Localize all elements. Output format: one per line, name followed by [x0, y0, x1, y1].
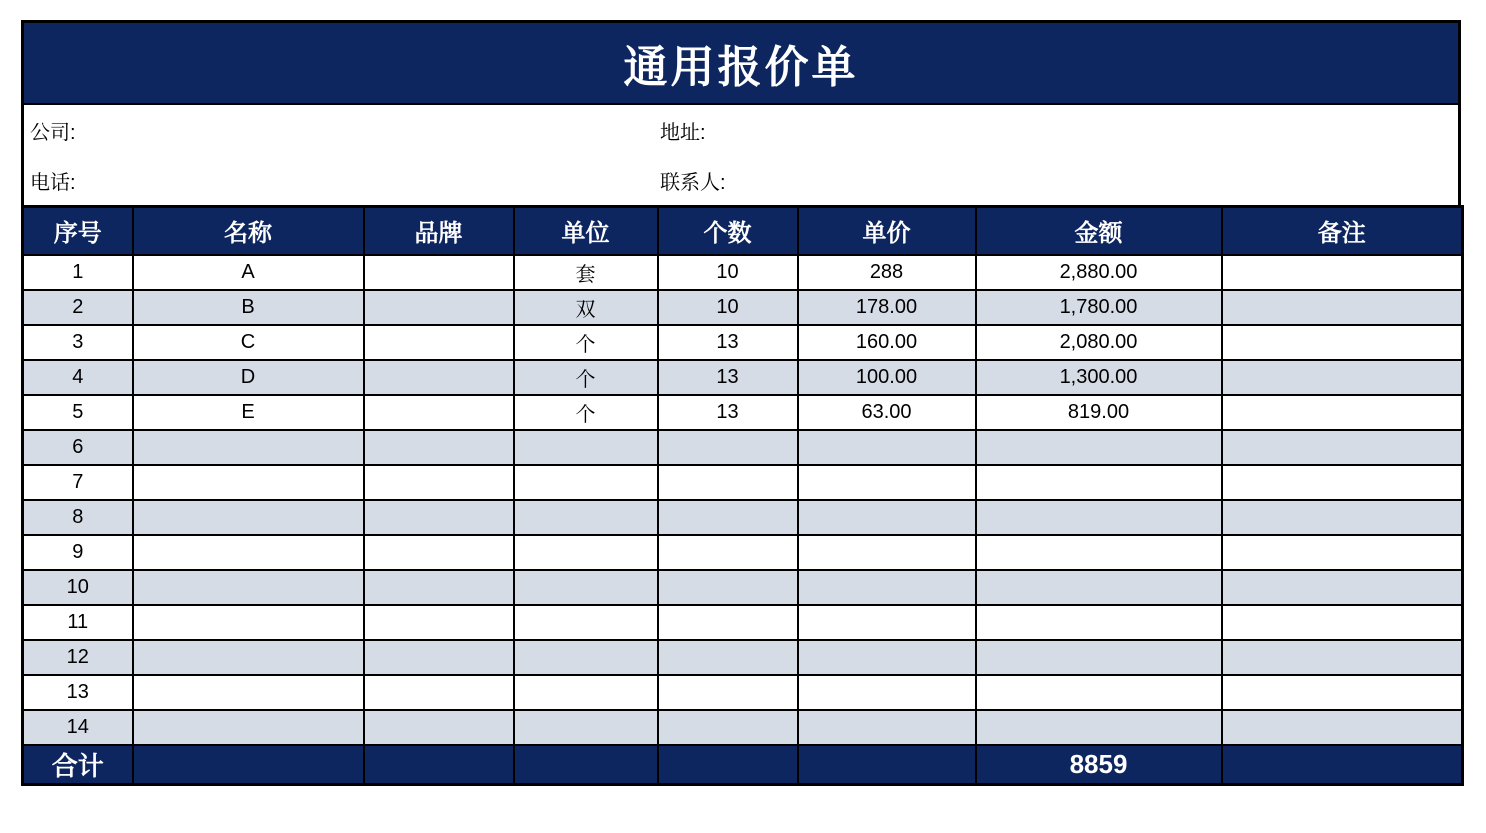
cell-note — [1222, 465, 1463, 500]
col-header-name: 名称 — [133, 207, 364, 255]
cell-price — [798, 535, 976, 570]
cell-no: 9 — [23, 535, 133, 570]
total-name-cell — [133, 745, 364, 785]
cell-name — [133, 640, 364, 675]
cell-price: 178.00 — [798, 290, 976, 325]
cell-no: 2 — [23, 290, 133, 325]
cell-amount — [976, 710, 1222, 745]
col-header-no: 序号 — [23, 207, 133, 255]
cell-name — [133, 675, 364, 710]
col-header-note: 备注 — [1222, 207, 1463, 255]
cell-name — [133, 535, 364, 570]
cell-no: 7 — [23, 465, 133, 500]
cell-qty — [658, 570, 798, 605]
page-title: 通用报价单 — [623, 43, 859, 92]
cell-brand — [364, 395, 514, 430]
cell-unit — [514, 535, 658, 570]
total-label: 合计 — [23, 745, 133, 785]
cell-note — [1222, 360, 1463, 395]
total-brand-cell — [364, 745, 514, 785]
cell-price — [798, 430, 976, 465]
cell-amount — [976, 675, 1222, 710]
col-header-unit: 单位 — [514, 207, 658, 255]
cell-note — [1222, 605, 1463, 640]
cell-name: B — [133, 290, 364, 325]
cell-unit — [514, 605, 658, 640]
cell-price — [798, 500, 976, 535]
info-section — [21, 105, 1461, 205]
cell-price — [798, 710, 976, 745]
cell-no: 5 — [23, 395, 133, 430]
table-row — [23, 570, 1463, 605]
total-amount: 8859 — [976, 745, 1222, 785]
cell-unit — [514, 710, 658, 745]
cell-qty: 10 — [658, 290, 798, 325]
cell-price — [798, 640, 976, 675]
table-row — [23, 535, 1463, 570]
cell-note — [1222, 640, 1463, 675]
table-row — [23, 325, 1463, 360]
cell-brand — [364, 675, 514, 710]
cell-amount — [976, 640, 1222, 675]
company-label: 公司: — [30, 121, 76, 144]
table-footer — [23, 745, 1463, 785]
cell-name — [133, 465, 364, 500]
cell-no: 1 — [23, 255, 133, 290]
cell-brand — [364, 465, 514, 500]
cell-qty — [658, 465, 798, 500]
cell-qty — [658, 640, 798, 675]
table-row — [23, 675, 1463, 710]
table-row — [23, 710, 1463, 745]
cell-price — [798, 465, 976, 500]
cell-unit — [514, 640, 658, 675]
info-row-1 — [24, 105, 1458, 155]
cell-no: 8 — [23, 500, 133, 535]
quotation-document — [21, 20, 1461, 786]
cell-name: C — [133, 325, 364, 360]
table-row — [23, 395, 1463, 430]
cell-qty — [658, 430, 798, 465]
table-row — [23, 500, 1463, 535]
cell-note — [1222, 395, 1463, 430]
cell-note — [1222, 500, 1463, 535]
cell-no: 6 — [23, 430, 133, 465]
cell-price: 160.00 — [798, 325, 976, 360]
cell-unit — [514, 500, 658, 535]
cell-name — [133, 500, 364, 535]
cell-brand — [364, 640, 514, 675]
total-note-cell — [1222, 745, 1463, 785]
cell-name — [133, 430, 364, 465]
table-row — [23, 290, 1463, 325]
cell-note — [1222, 325, 1463, 360]
cell-name — [133, 605, 364, 640]
cell-qty — [658, 710, 798, 745]
cell-unit: 个 — [514, 325, 658, 360]
col-header-price: 单价 — [798, 207, 976, 255]
cell-brand — [364, 430, 514, 465]
cell-name — [133, 570, 364, 605]
cell-amount — [976, 570, 1222, 605]
cell-note — [1222, 570, 1463, 605]
cell-qty: 13 — [658, 325, 798, 360]
cell-brand — [364, 290, 514, 325]
cell-price — [798, 605, 976, 640]
quote-table — [21, 205, 1464, 786]
cell-unit — [514, 430, 658, 465]
col-header-qty: 个数 — [658, 207, 798, 255]
table-row — [23, 430, 1463, 465]
cell-amount — [976, 605, 1222, 640]
cell-qty: 13 — [658, 395, 798, 430]
address-label: 地址: — [660, 121, 706, 144]
cell-name — [133, 710, 364, 745]
cell-note — [1222, 255, 1463, 290]
cell-qty — [658, 675, 798, 710]
cell-note — [1222, 430, 1463, 465]
total-qty-cell — [658, 745, 798, 785]
cell-price: 288 — [798, 255, 976, 290]
cell-unit — [514, 465, 658, 500]
cell-no: 4 — [23, 360, 133, 395]
cell-unit: 套 — [514, 255, 658, 290]
cell-qty — [658, 500, 798, 535]
cell-qty — [658, 605, 798, 640]
cell-brand — [364, 570, 514, 605]
cell-amount: 1,300.00 — [976, 360, 1222, 395]
cell-brand — [364, 325, 514, 360]
table-header — [23, 207, 1463, 255]
cell-amount — [976, 430, 1222, 465]
cell-qty — [658, 535, 798, 570]
total-unit-cell — [514, 745, 658, 785]
cell-brand — [364, 360, 514, 395]
table-row — [23, 255, 1463, 290]
cell-brand — [364, 535, 514, 570]
cell-no: 3 — [23, 325, 133, 360]
table-row — [23, 640, 1463, 675]
cell-name: D — [133, 360, 364, 395]
cell-amount — [976, 465, 1222, 500]
cell-qty: 13 — [658, 360, 798, 395]
cell-amount: 2,880.00 — [976, 255, 1222, 290]
cell-unit: 个 — [514, 360, 658, 395]
cell-no: 14 — [23, 710, 133, 745]
cell-amount — [976, 500, 1222, 535]
cell-no: 11 — [23, 605, 133, 640]
cell-amount: 819.00 — [976, 395, 1222, 430]
cell-price — [798, 675, 976, 710]
table-row — [23, 605, 1463, 640]
contact-label: 联系人: — [660, 171, 726, 194]
total-price-cell — [798, 745, 976, 785]
cell-amount: 2,080.00 — [976, 325, 1222, 360]
cell-price: 63.00 — [798, 395, 976, 430]
total-row — [23, 745, 1463, 785]
cell-name: E — [133, 395, 364, 430]
cell-brand — [364, 605, 514, 640]
cell-no: 10 — [23, 570, 133, 605]
title-band — [21, 20, 1461, 105]
cell-brand — [364, 500, 514, 535]
table-row — [23, 465, 1463, 500]
cell-brand — [364, 710, 514, 745]
cell-price: 100.00 — [798, 360, 976, 395]
cell-note — [1222, 710, 1463, 745]
cell-name: A — [133, 255, 364, 290]
phone-label: 电话: — [30, 171, 76, 194]
table-row — [23, 360, 1463, 395]
cell-note — [1222, 290, 1463, 325]
cell-unit: 个 — [514, 395, 658, 430]
col-header-brand: 品牌 — [364, 207, 514, 255]
cell-note — [1222, 675, 1463, 710]
cell-qty: 10 — [658, 255, 798, 290]
cell-price — [798, 570, 976, 605]
info-row-2 — [24, 155, 1458, 205]
cell-unit — [514, 570, 658, 605]
cell-amount: 1,780.00 — [976, 290, 1222, 325]
cell-amount — [976, 535, 1222, 570]
cell-no: 12 — [23, 640, 133, 675]
table-body — [23, 255, 1463, 745]
cell-brand — [364, 255, 514, 290]
cell-no: 13 — [23, 675, 133, 710]
cell-note — [1222, 535, 1463, 570]
cell-unit — [514, 675, 658, 710]
col-header-amount: 金额 — [976, 207, 1222, 255]
cell-unit: 双 — [514, 290, 658, 325]
